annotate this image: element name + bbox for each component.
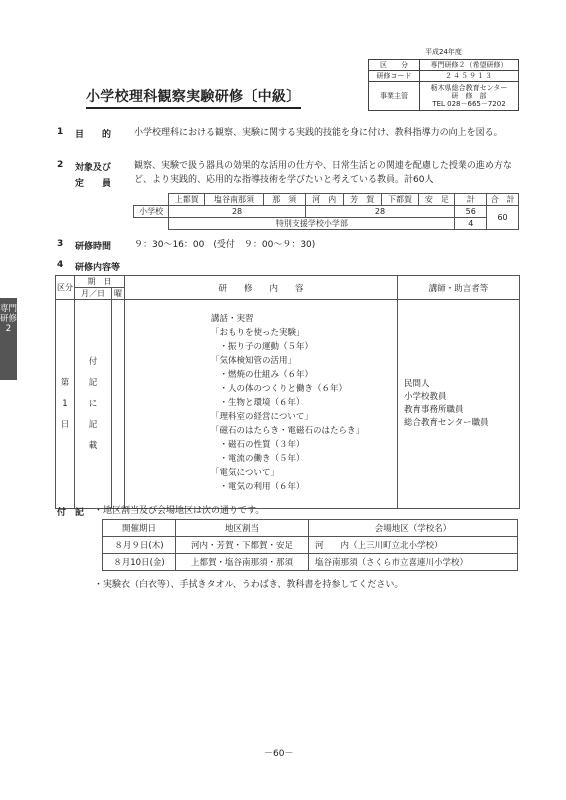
content-line: ・電流の働き（５年） — [211, 454, 305, 464]
capacity-header: 塩谷南那須 — [205, 194, 263, 206]
venue-date: ８月10日(金) — [103, 554, 176, 571]
capacity-header: 下都賀 — [381, 194, 419, 206]
time-text: ９：30～16：00 (受付 ９：00～９：30) — [134, 240, 316, 250]
page-number: －60－ — [264, 749, 294, 759]
capacity-header: 上都賀 — [169, 194, 205, 206]
purpose-text: 小学校理科における観察、実験に関する実践的技能を身に付け、教科指導力の向上を図る。 — [134, 128, 503, 138]
host-line: 栃木県総合教育センター — [430, 84, 508, 92]
capacity-value: 28 — [169, 206, 305, 218]
target-text: 観察、実験で扱う器具の効果的な活用の仕方や、日常生活との関連を配慮した授業の進め方など、より実践的、応用的な指導技術を学びたいと考えている教員。計60人 — [134, 161, 512, 185]
host-line: 研 修 部 — [451, 92, 487, 100]
content-line: ・生物と環境（６年） — [211, 398, 305, 408]
instructor: 教育事務所職員 — [404, 405, 464, 415]
section-number: 3 — [57, 239, 64, 249]
schedule-header: 講師・助言者等 — [398, 276, 520, 300]
side-tab-line: 専門 — [0, 304, 18, 314]
notes-intro: ・地区割当及び会場地区は次の通りです。 — [94, 506, 265, 516]
instructor: 小学校教員 — [404, 392, 447, 402]
section-label: 定 員 — [75, 179, 112, 189]
instructor-list — [398, 300, 520, 509]
side-tab-line: 研修 — [0, 314, 18, 324]
content-list — [125, 300, 398, 509]
side-tab-line: 2 — [5, 324, 12, 334]
capacity-header: 合 計 — [487, 194, 519, 206]
content-line: 「電気について」 — [211, 468, 279, 478]
day-label-char: 日 — [60, 419, 70, 430]
date-note-char: 記 — [88, 419, 98, 430]
page-title: 小学校理科観察実験研修〔中級〕 — [86, 88, 301, 109]
content-line: ・電気の利用（６年） — [211, 482, 305, 492]
info-label: 区 分 — [369, 60, 420, 71]
notes-label: 付 記 — [57, 508, 85, 518]
content-line: ・磁石の性質（３年） — [211, 440, 305, 450]
capacity-special: 特別支援学校小学部 — [169, 218, 455, 230]
info-value: 専門研修２（希望研修） — [420, 60, 519, 71]
section-label: 研修時間 — [75, 242, 112, 252]
day-label-char: 1 — [62, 398, 68, 409]
capacity-subtotal: 56 — [455, 206, 487, 218]
day-label — [56, 300, 75, 509]
schedule-header: 研 修 内 容 — [125, 276, 398, 300]
capacity-value: 28 — [305, 206, 455, 218]
content-line: ・人の体のつくりと働き（６年） — [211, 384, 348, 394]
capacity-table — [133, 193, 519, 230]
section-label: 目 的 — [75, 130, 112, 140]
date-note — [75, 300, 112, 509]
content-line: ・振り子の運動（５年） — [211, 342, 314, 352]
capacity-header: 計 — [455, 194, 487, 206]
info-label: 研修コード — [369, 71, 420, 82]
host-label: 事業主管 — [369, 82, 420, 111]
instructor: 総合教育センター職員 — [404, 418, 489, 428]
section-label: 対象及び — [75, 163, 112, 173]
info-value: ２４５９１３ — [420, 71, 519, 82]
host-line: TEL 028－665－7202 — [432, 100, 506, 108]
capacity-total: 60 — [487, 206, 519, 230]
date-note-char: 載 — [88, 440, 98, 451]
schedule-header: 曜 — [112, 288, 125, 300]
venue-area: 上都賀・塩谷南那須・那須 — [176, 554, 309, 571]
instructor: 民間人 — [404, 379, 430, 389]
side-tab — [0, 298, 17, 380]
venue-header: 開催期日 — [103, 520, 176, 537]
content-line: 「磁石のはたらき・電磁石のはたらき」 — [211, 426, 365, 436]
schedule-header: 区分 — [56, 276, 75, 300]
venue-date: ８月９日(木) — [103, 537, 176, 554]
venue-header: 地区割当 — [176, 520, 309, 537]
venue-school: 塩谷南那須（さくら市立喜連川小学校） — [309, 554, 518, 571]
content-line: ・燃焼の仕組み（６年） — [211, 370, 314, 380]
venue-area: 河内・芳賀・下都賀・安足 — [176, 537, 309, 554]
section-label: 研修内容等 — [75, 263, 121, 273]
capacity-row-label: 小学校 — [134, 206, 169, 218]
info-box — [368, 59, 519, 111]
capacity-header: 芳 賀 — [343, 194, 381, 206]
date-note-char: に — [88, 398, 98, 409]
capacity-subtotal: 4 — [455, 218, 487, 230]
venue-table — [102, 519, 518, 571]
section-number: 2 — [57, 160, 64, 170]
content-line: 講話・実習 — [211, 314, 254, 324]
content-line: 「気体検知管の活用」 — [211, 356, 297, 366]
schedule-header: 月／日 — [75, 288, 112, 300]
content-line: 「理科室の経営について」 — [211, 412, 313, 422]
venue-school: 河 内（上三川町立北小学校） — [309, 537, 518, 554]
section-number: 1 — [57, 127, 64, 137]
notes-footer: ・実験衣（白衣等）、手拭きタオル、うわばき、教科書を持参してください。 — [94, 580, 404, 590]
content-line: 「おもりを使った実験」 — [211, 328, 305, 338]
schedule-table — [55, 275, 520, 509]
date-note-char: 記 — [88, 377, 98, 388]
date-note-char: 付 — [88, 356, 98, 367]
capacity-header: 安 足 — [419, 194, 455, 206]
fiscal-year: 平成24年度 — [425, 48, 462, 56]
capacity-header: 那 須 — [263, 194, 305, 206]
day-label-char: 第 — [60, 377, 70, 388]
schedule-header: 期 日 — [75, 276, 125, 288]
capacity-header: 河 内 — [305, 194, 343, 206]
section-number: 4 — [57, 260, 64, 270]
venue-header: 会場地区（学校名） — [309, 520, 518, 537]
